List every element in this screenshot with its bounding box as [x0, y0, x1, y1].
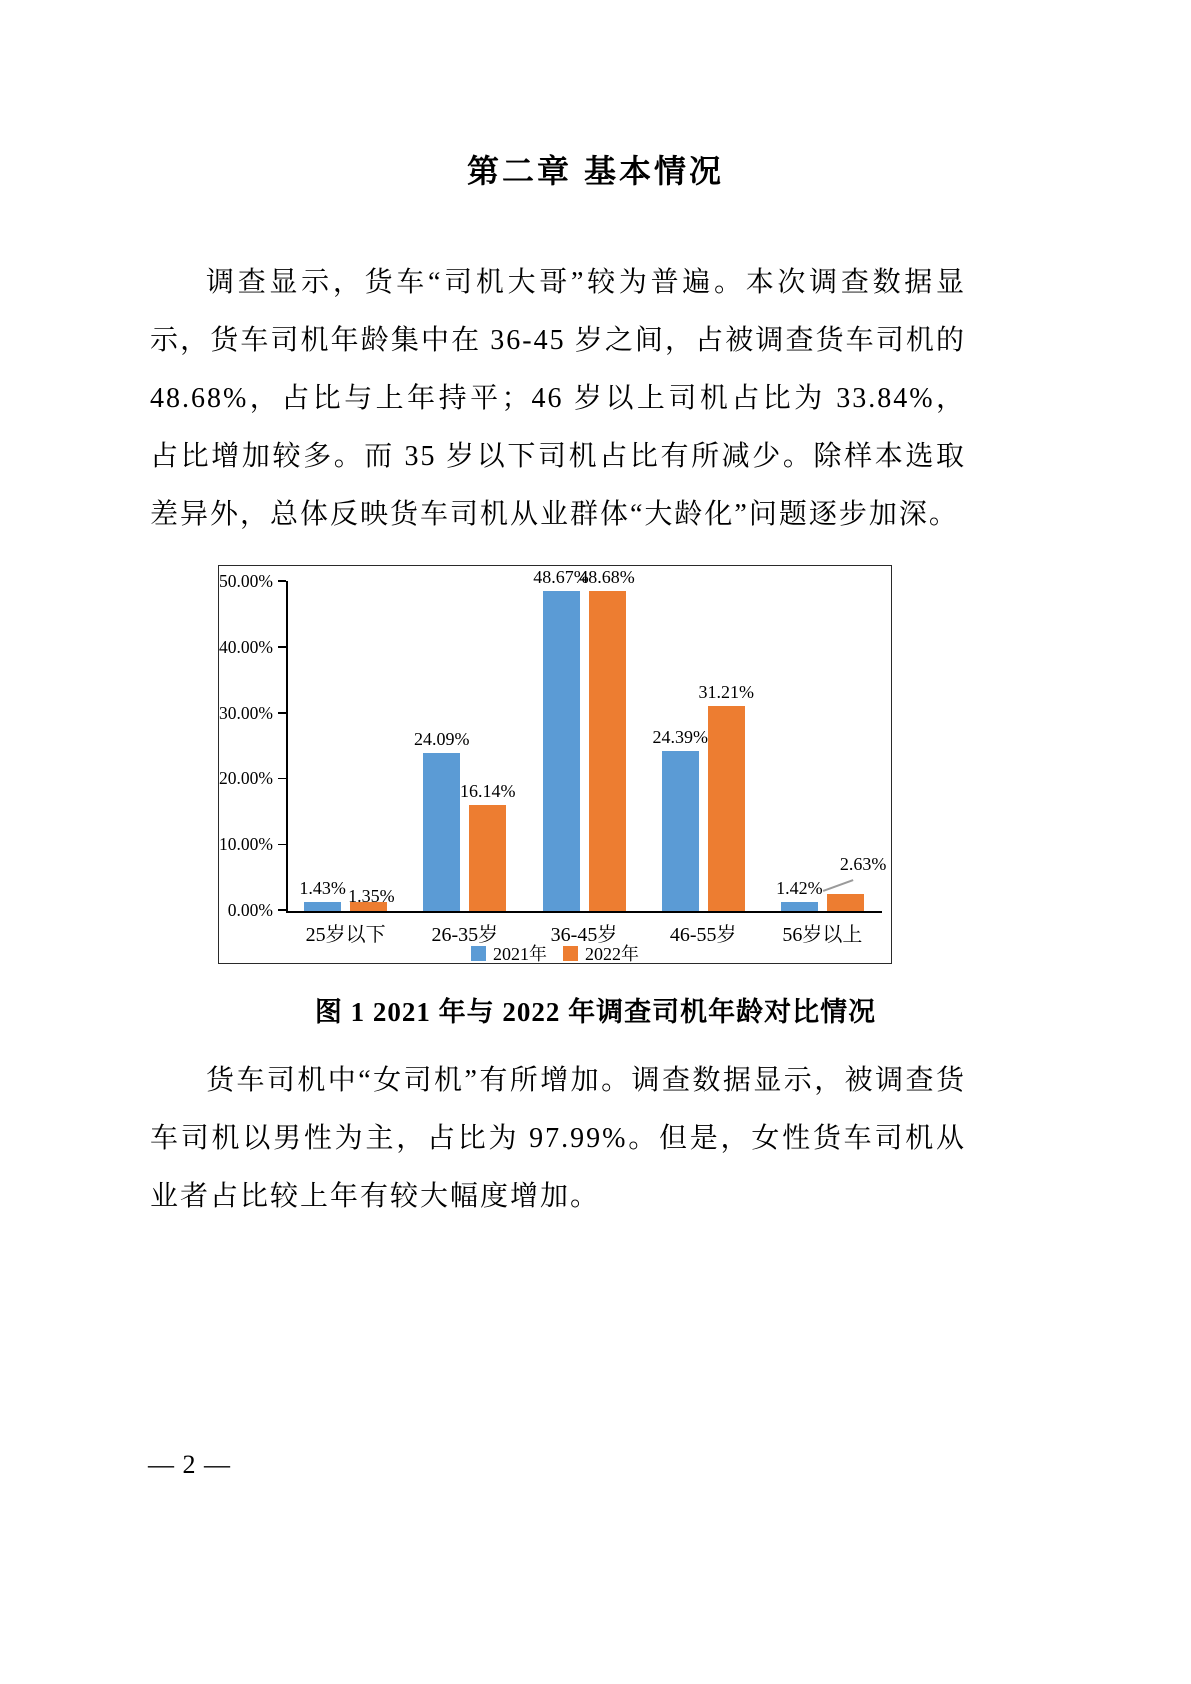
- figure-caption: 图 1 2021 年与 2022 年调查司机年龄对比情况: [314, 997, 877, 1027]
- bar-2022年-46-55岁: [698, 681, 754, 911]
- legend-label: 2022年: [585, 944, 639, 964]
- y-tick-mark: [278, 778, 286, 780]
- y-tick-label: 40.00%: [219, 636, 273, 657]
- x-category-label: 26-35岁: [431, 924, 499, 946]
- x-category-label: 56岁以上: [782, 924, 863, 946]
- bar-value-label: 48.68%: [579, 566, 635, 587]
- bar-value-label: 1.35%: [348, 886, 395, 907]
- y-tick-mark: [278, 909, 286, 911]
- bar-value-label: 24.09%: [414, 728, 470, 749]
- plot-area: [219, 566, 887, 920]
- bar-group-36-45岁: [524, 566, 643, 911]
- bar-value-label: 2.63%: [839, 853, 887, 874]
- paragraph-2: 货车司机中“女司机”有所增加。调查数据显示，被调查货车司机以男性为主，占比为 97.99%。但是，女性货车司机从业者占比较上年有较大幅度增加。: [150, 1065, 966, 1212]
- bar-group-26-35岁: [405, 582, 524, 911]
- y-tick-label: 20.00%: [219, 768, 273, 789]
- bars-row: [286, 566, 887, 911]
- bar-value-label: 1.43%: [299, 877, 346, 898]
- bar-2021年-26-35岁: [414, 728, 470, 912]
- bar-2021年-25岁以下: [299, 877, 346, 911]
- age-comparison-chart: [218, 565, 892, 964]
- bar-2022年-25岁以下: [348, 886, 395, 911]
- chart-legend: [219, 940, 891, 966]
- x-category-label: 25岁以下: [305, 924, 386, 946]
- y-tick-label: 50.00%: [219, 571, 273, 591]
- page-number: — 2 —: [148, 1450, 231, 1479]
- x-category-label: 36-45岁: [550, 924, 618, 946]
- bar-group-56岁以上: [763, 582, 887, 911]
- bar-2021年-46-55岁: [652, 726, 708, 911]
- y-tick-mark: [278, 712, 286, 714]
- y-tick-label: 10.00%: [219, 834, 273, 855]
- y-tick-mark: [278, 646, 286, 648]
- bar-value-label: 16.14%: [460, 780, 516, 801]
- legend-item-2022年: [563, 940, 639, 966]
- bar-value-label: 48.67%: [533, 566, 589, 587]
- bar-value-label: 1.42%: [776, 877, 823, 898]
- y-tick-mark: [278, 580, 286, 582]
- bar-2022年-26-35岁: [460, 780, 516, 911]
- legend-swatch: [471, 946, 486, 961]
- y-tick-mark: [278, 844, 286, 846]
- y-tick-label: 30.00%: [219, 702, 273, 723]
- bar-2022年-56岁以上: [827, 853, 887, 911]
- bar-group-46-55岁: [644, 582, 763, 911]
- bar-value-label: 24.39%: [652, 726, 708, 747]
- legend-label: 2021年: [493, 944, 547, 964]
- bar-2022年-36-45岁: [579, 566, 635, 911]
- legend-item-2021年: [471, 940, 547, 966]
- bar-value-label: 31.21%: [698, 681, 754, 702]
- x-axis-line: [286, 911, 882, 913]
- x-category-label: 46-55岁: [669, 924, 737, 946]
- legend-swatch: [563, 946, 578, 961]
- paragraph-1: 调查显示，货车“司机大哥”较为普遍。本次调查数据显示，货车司机年龄集中在 36-45 岁之间，占被调查货车司机的 48.68%，占比与上年持平；46 岁以上司机占比为 33.84%，占比增加较多。而 35 岁以下司机占比有所减少。除样本选取差异外，总体反映货车司机从业群体“大龄化”问题逐步加深。: [150, 267, 966, 530]
- bar-group-25岁以下: [286, 582, 405, 911]
- bar-2021年-56岁以上: [776, 877, 823, 911]
- y-tick-label: 0.00%: [227, 900, 273, 920]
- chapter-title: 第二章 基本情况: [467, 153, 724, 189]
- bar-2021年-36-45岁: [533, 566, 589, 911]
- callout-leader-line: [823, 879, 854, 891]
